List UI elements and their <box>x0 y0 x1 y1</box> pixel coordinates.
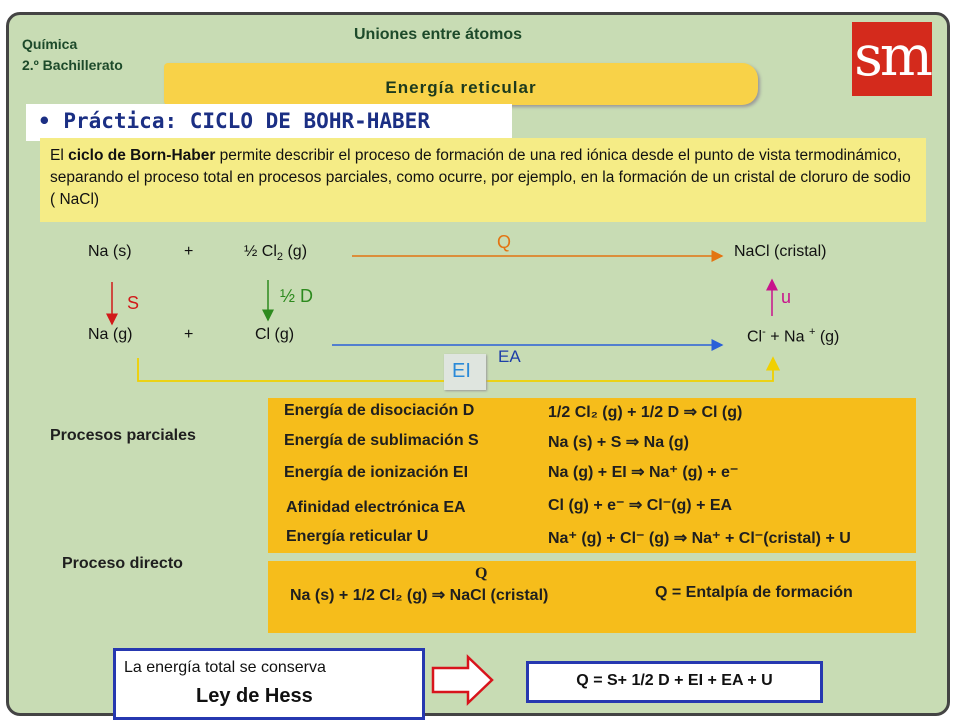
na-gas: Na (g) <box>88 326 133 343</box>
process-name: Energía de sublimación S <box>284 432 479 449</box>
process-equation: Na (s) + S ⇒ Na (g) <box>548 434 689 451</box>
na-solid: Na (s) <box>88 243 132 260</box>
banner-title: Energía reticular <box>385 78 537 97</box>
hess-subtitle: La energía total se conserva <box>124 659 326 676</box>
unit-title: Uniones entre átomos <box>354 26 523 43</box>
process-name: Afinidad electrónica EA <box>286 499 466 516</box>
hess-equation: Q = S+ 1/2 D + EI + EA + U <box>576 672 773 689</box>
half-cl2 <box>244 243 307 263</box>
process-equation: Na (g) + EI ⇒ Na⁺ (g) + e⁻ <box>548 464 739 481</box>
ions-gas <box>747 326 839 346</box>
right-arrow-icon <box>430 654 496 706</box>
direct-process-label: Proceso directo <box>62 555 183 572</box>
na-ion-charge: + <box>808 326 816 338</box>
course-subject: Química <box>22 36 78 52</box>
direct-reaction: Na (s) + 1/2 Cl₂ (g) ⇒ NaCl (cristal) <box>290 587 549 604</box>
hess-title: Ley de Hess <box>196 685 313 707</box>
process-equation: Na⁺ (g) + Cl⁻ (g) ⇒ Na⁺ + Cl⁻(cristal) + U <box>548 530 851 547</box>
direct-process-panel <box>268 561 916 633</box>
cl-ion-charge: - <box>762 326 766 338</box>
intro-text-1: El <box>50 147 69 164</box>
ea-label: EA <box>498 347 521 366</box>
ions-state: (g) <box>815 328 840 346</box>
sm-logo: sm <box>852 22 932 96</box>
bullet-icon: • <box>38 109 51 133</box>
process-name: Energía de disociación D <box>284 402 475 419</box>
partial-processes-panel <box>268 398 916 553</box>
intro-term: ciclo de Born-Haber <box>68 147 216 164</box>
partial-processes-label: Procesos parciales <box>50 427 196 444</box>
cl2-subscript: 2 <box>276 251 284 264</box>
half-cl2-state: (g) <box>283 243 308 260</box>
plus-sign-2: + <box>184 326 194 343</box>
na-ion: + Na <box>770 328 805 346</box>
q-symbol: Q <box>475 565 488 582</box>
u-label: u <box>781 287 792 307</box>
cl-ion: Cl <box>747 328 763 346</box>
hess-equation-box <box>526 661 823 703</box>
process-equation: Cl (g) + e⁻ ⇒ Cl⁻(g) + EA <box>548 497 733 514</box>
half-cl2-text: ½ Cl <box>244 243 277 260</box>
intro-text-2: permite describir el proceso de formación de una red iónica desde el punto de vista termodinámico, separando el proceso total en procesos parciales, como ocurre, por ejemplo, en la formación de un cristal de cloruro de sodio ( NaCl) <box>50 147 911 208</box>
hess-law-box <box>113 648 425 720</box>
nacl-crystal: NaCl (cristal) <box>734 243 827 260</box>
process-name: Energía de ionización EI <box>284 464 469 481</box>
cl-gas: Cl (g) <box>255 326 295 343</box>
practice-title-text: Práctica: CICLO DE BOHR-HABER <box>63 109 430 133</box>
formation-enthalpy: Q = Entalpía de formación <box>655 584 853 601</box>
process-equation: 1/2 Cl₂ (g) + 1/2 D ⇒ Cl (g) <box>548 404 743 421</box>
ei-label: EI <box>452 360 471 382</box>
half-d-label: ½ D <box>280 286 314 306</box>
s-label: S <box>127 293 140 313</box>
ei-badge <box>444 354 486 390</box>
q-label: Q <box>497 232 512 252</box>
course-level: 2.º Bachillerato <box>22 57 123 73</box>
process-name: Energía reticular U <box>286 528 429 545</box>
plus-sign: + <box>184 243 194 260</box>
